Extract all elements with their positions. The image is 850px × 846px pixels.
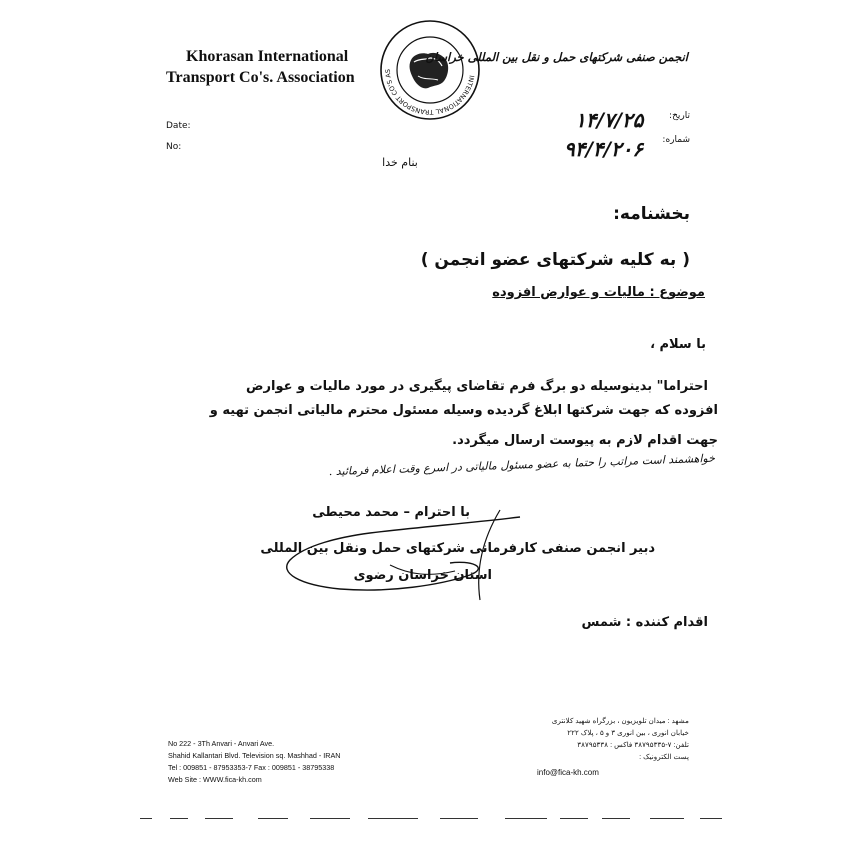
footer-rule — [602, 818, 630, 819]
handwritten-note: خواهشمند است مراتب را حتما به عضو مسئول مالیاتی در اسرع وقت اعلام فرمائید . — [328, 451, 716, 479]
footer-rule — [170, 818, 188, 819]
footer-rule — [258, 818, 288, 819]
footer-rule — [368, 818, 418, 819]
footer-rule — [560, 818, 588, 819]
date-label: Date: — [166, 121, 191, 131]
action-by: اقدام کننده : شمس — [581, 615, 708, 630]
footer-rule — [205, 818, 233, 819]
date-label-fa: تاریخ: — [669, 111, 690, 121]
footer-fa-email-label: پست الکترونیک : — [639, 752, 689, 761]
no-label-fa: شماره: — [662, 135, 690, 145]
footer-address-fa — [537, 715, 689, 763]
subject-line: موضوع : مالیات و عوارض افزوده — [492, 285, 705, 300]
association-seal-logo — [378, 18, 482, 122]
footer-en-line-1: No 222 - 3Th Anvari - Anvari Ave. — [168, 739, 275, 748]
body-line-1: احتراما" بدینوسیله دو برگ فرم تقاضای پیگیری در مورد مالیات و عوارض — [246, 379, 708, 394]
body-line-2: افزوده که جهت شرکتها ابلاغ گردیده وسیله مسئول محترم مالیاتی انجمن تهیه و — [209, 403, 718, 418]
greeting: با سلام ، — [650, 337, 706, 352]
footer-rule — [440, 818, 478, 819]
letter-type: بخشنامه: — [613, 204, 690, 224]
signatory-title-line-2: استان خراسان رضوی — [353, 568, 492, 583]
footer-rule — [140, 818, 152, 819]
letterhead-name-fa: انجمن صنفی شرکتهای حمل و نقل بین المللی خراسان — [425, 50, 688, 64]
letterhead-name-en-line2: Transport Co's. Association — [166, 69, 355, 86]
signatory-title-line-1: دبیر انجمن صنفی کارفرمانی شرکتهای حمل ونقل بین المللی — [260, 541, 655, 556]
letterhead-name-en-line1: Khorasan International — [186, 48, 349, 65]
letterhead-name-en — [166, 46, 376, 88]
recipient-line: ( به کلیه شرکتهای عضو انجمن ) — [420, 250, 690, 270]
footer-email: info@fica-kh.com — [537, 768, 599, 777]
closing-line: با احترام – محمد محیطی — [312, 505, 470, 520]
footer-fa-line-2: خیابان انوری ، بین انوری ۳ و ۵ ، پلاک ۲۲۲ — [567, 728, 689, 737]
footer-rule — [650, 818, 684, 819]
footer-rule — [505, 818, 547, 819]
footer-rule — [700, 818, 722, 819]
date-value-handwritten: ۱۴/۷/۲۵ — [575, 108, 644, 132]
footer-fa-line-1: مشهد : میدان تلویزیون ، بزرگراه شهید کلانتری — [551, 716, 689, 725]
footer-rule — [310, 818, 350, 819]
footer-en-website: Web Site : WWW.fica-kh.com — [168, 775, 262, 784]
invocation: بنام خدا — [382, 156, 418, 169]
footer-en-tel-fax: Tel : 009851 - 87953353-7 Fax : 009851 - 38795338 — [168, 763, 335, 772]
footer-en-line-2: Shahid Kallantari Blvd. Television sq. Mashhad - IRAN — [168, 751, 341, 760]
seal-emblem-icon — [378, 18, 482, 122]
footer-address-en — [168, 738, 388, 786]
seal-text: INTERNATIONAL TRANSPORT CO'S AS — [383, 68, 476, 117]
signature-mark — [270, 505, 560, 615]
no-value-handwritten: ۹۴/۴/۲۰۶ — [564, 137, 644, 161]
no-label: No: — [166, 142, 182, 152]
body-line-3: جهت اقدام لازم به پیوست ارسال میگردد. — [452, 433, 718, 448]
footer-fa-tel-fax: تلفن: ۷-۳۸۷۹۵۳۳۵ فاکس : ۳۸۷۹۵۳۳۸ — [577, 740, 689, 749]
